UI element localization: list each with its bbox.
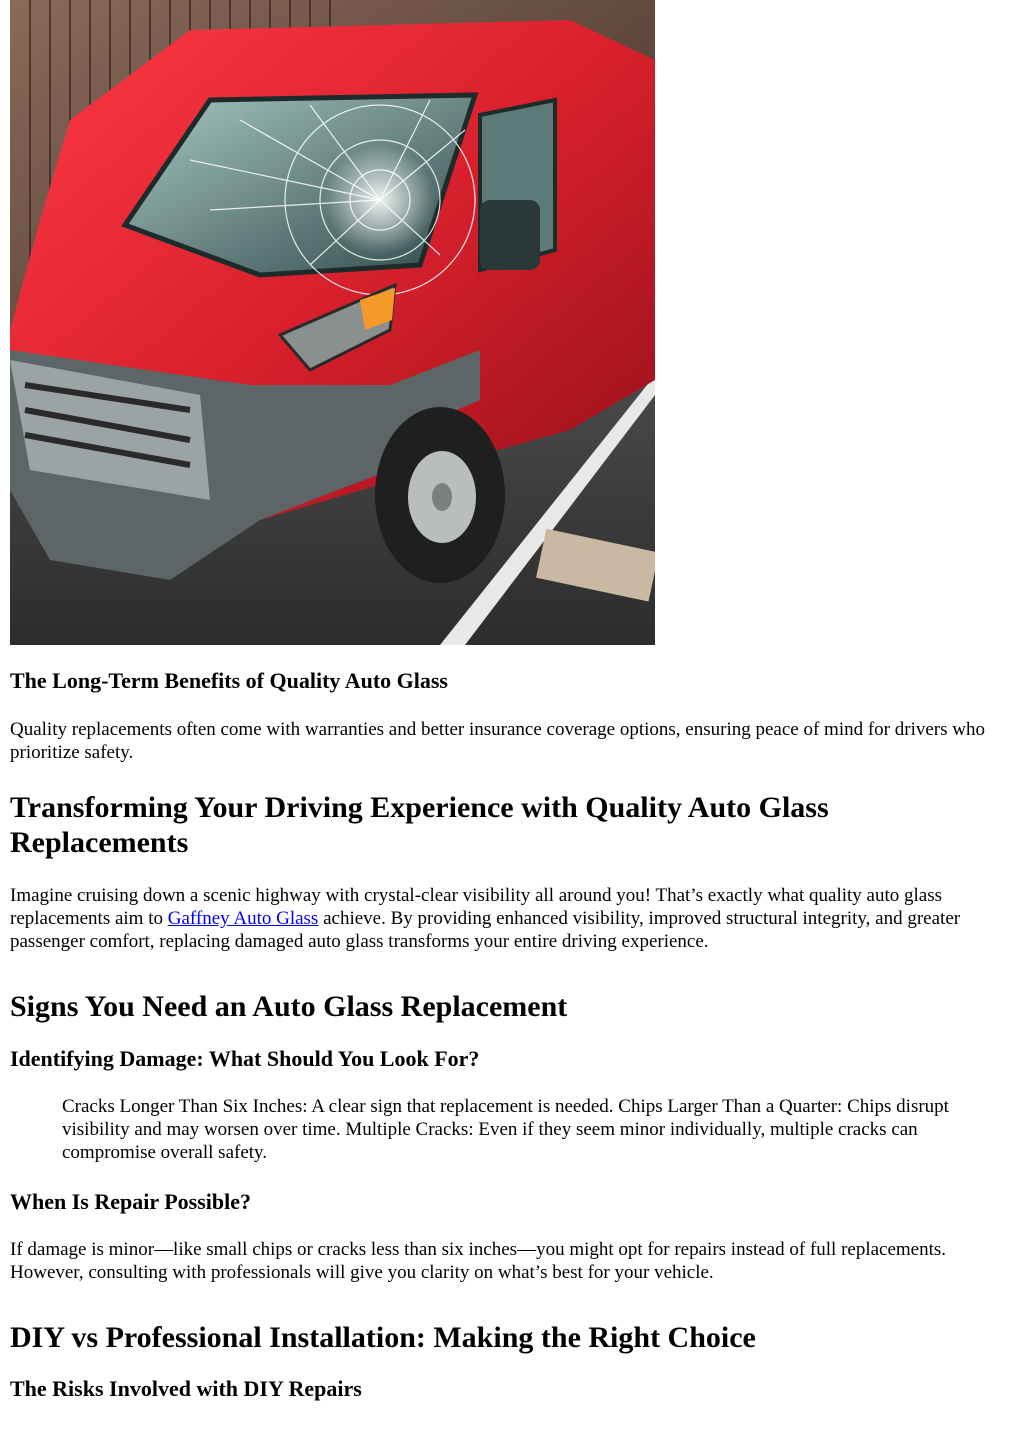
heading-repair-possible: When Is Repair Possible? (10, 1189, 252, 1214)
paragraph-benefits: Quality replacements often come with warranties and better insurance coverage options, ensuring peace of mind for drivers who prioritize safety. (10, 719, 985, 763)
hero-image (10, 0, 655, 645)
heading-long-term-benefits: The Long-Term Benefits of Quality Auto Glass (10, 668, 448, 693)
paragraph-transform-after: achieve. By providing enhanced visibility, improved structural integrity, and greater passenger comfort, replacing damaged auto glass transforms your entire driving experience. (10, 908, 961, 952)
paragraph-transform (10, 884, 1000, 953)
quote-damage-signs: Cracks Longer Than Six Inches: A clear sign that replacement is needed. Chips Larger Than a Quarter: Chips disrupt visibility and may worsen over time. Multiple Cracks: Even if they seem minor individually, multiple cracks can compromise overall safety. (62, 1096, 949, 1163)
paragraph-transform-before: Imagine cruising down a scenic highway with crystal-clear visibility all around you! That’s exactly what quality auto glass replacements aim to (10, 885, 942, 929)
heading-transforming-driving-experience: Transforming Your Driving Experience with Quality Auto Glass Replacements (10, 791, 829, 859)
article-body (10, 667, 1000, 1403)
heading-signs-replacement: Signs You Need an Auto Glass Replacement (10, 990, 568, 1023)
heading-diy-risks: The Risks Involved with DIY Repairs (10, 1376, 362, 1401)
red-van-cracked-windshield-illustration (10, 0, 655, 645)
paragraph-repair: If damage is minor—like small chips or cracks less than six inches—you might opt for repairs instead of full replacements. However, consulting with professionals will give you clarity on what’s best for your vehicle. (10, 1239, 947, 1283)
gaffney-auto-glass-link[interactable]: Gaffney Auto Glass (167, 908, 319, 929)
heading-identifying-damage: Identifying Damage: What Should You Look For? (10, 1046, 480, 1071)
heading-diy-vs-professional: DIY vs Professional Installation: Making the Right Choice (10, 1321, 756, 1354)
